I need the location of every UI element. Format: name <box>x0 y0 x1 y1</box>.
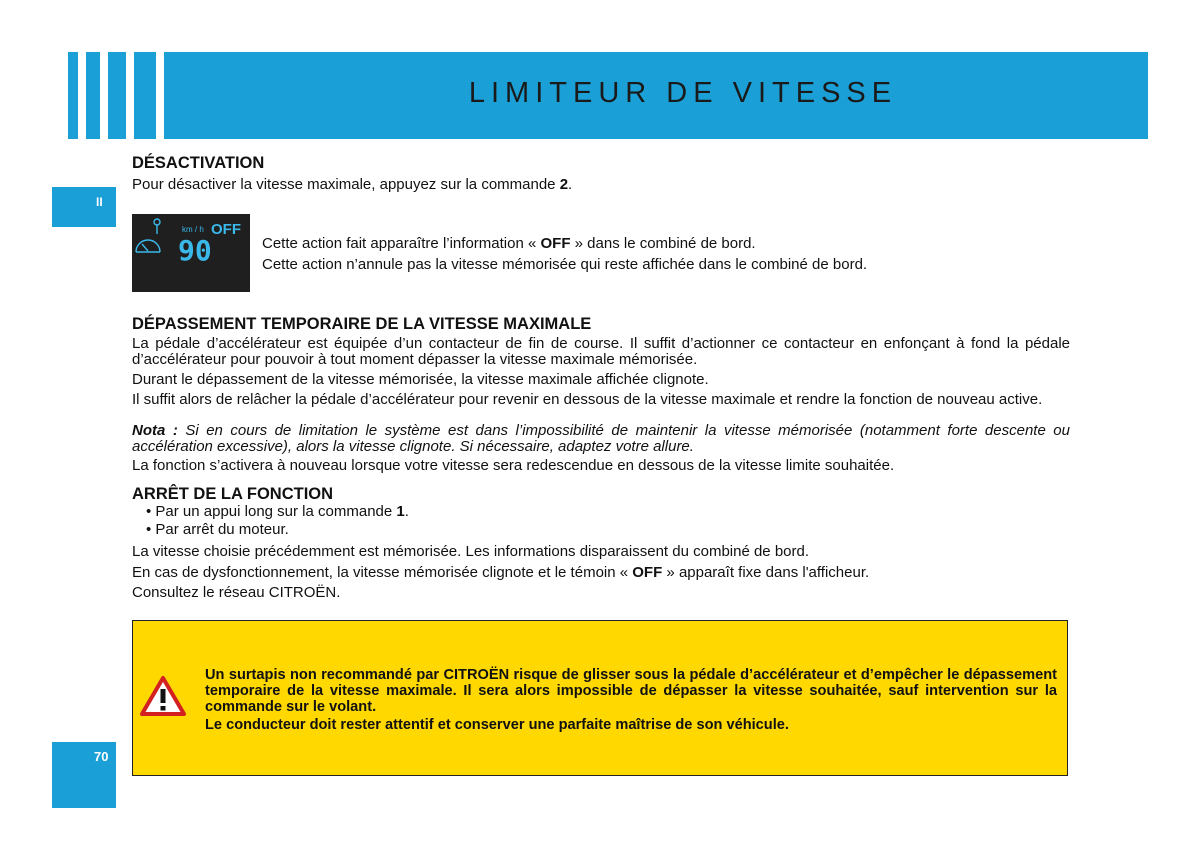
desactivation-line3: Cette action n’annule pas la vitesse mémorisée qui reste affichée dans le combiné de bord. <box>262 256 868 273</box>
chapter-tab <box>52 187 116 227</box>
page-number-tab <box>52 742 116 808</box>
nota-text: Si en cours de limitation le système est dans l’impossibilité de maintenir la vitesse mémorisée (notamment forte descente ou accélération excessive), alors la vitesse clignote. Si nécessaire, adaptez votre allure. <box>132 422 1070 455</box>
text: • Par un appui long sur la commande <box>146 503 397 520</box>
text: » dans le combiné de bord. <box>570 235 756 252</box>
text: Cette action fait apparaître l’information « <box>262 235 541 252</box>
desactivation-line1 <box>132 177 1070 193</box>
heading-depassement: DÉPASSEMENT TEMPORAIRE DE LA VITESSE MAXIMALE <box>132 315 592 333</box>
speedometer-icon <box>136 219 160 252</box>
header-bar <box>178 52 1148 139</box>
text: Pour désactiver la vitesse maximale, appuyez sur la commande <box>132 176 560 193</box>
depassement-p1: La pédale d’accélérateur est équipée d’un contacteur de fin de course. Il suffit d’actionner ce contacteur en enfonçant à fond la pédale d’accélérateur pour pouvoir à tout moment dépasser la vitesse maximale mémorisée. <box>132 335 1070 368</box>
off-label: OFF <box>540 235 571 252</box>
arret-bullet-2: • Par arrêt du moteur. <box>146 521 289 538</box>
desactivation-line2 <box>262 236 1062 252</box>
chapter-label: II <box>96 195 103 209</box>
header-stripe <box>134 52 156 139</box>
off-indicator: OFF <box>211 221 241 238</box>
depassement-p4: La fonction s’activera à nouveau lorsque votre vitesse sera redescendue en dessous de la vitesse limite souhaitée. <box>132 457 895 474</box>
text: En cas de dysfonctionnement, la vitesse mémorisée clignote et le témoin « <box>132 564 633 581</box>
nota-label: Nota : <box>132 422 178 439</box>
page-number: 70 <box>94 749 109 764</box>
dashboard-display-graphic <box>132 214 250 292</box>
off-label: OFF <box>632 564 663 581</box>
nota-paragraph <box>132 423 1070 455</box>
text: . <box>404 503 409 520</box>
dashboard-display <box>132 214 250 292</box>
arret-p3: Consultez le réseau CITROËN. <box>132 584 341 601</box>
command-number: 1 <box>396 503 405 520</box>
depassement-p2: Durant le dépassement de la vitesse mémorisée, la vitesse maximale affichée clignote. <box>132 371 709 388</box>
speed-unit: km / h <box>182 225 204 234</box>
warning-triangle-icon <box>139 675 187 717</box>
header-stripe <box>86 52 100 139</box>
text: » apparaît fixe dans l'afficheur. <box>662 564 870 581</box>
page-title: LIMITEUR DE VITESSE <box>468 77 898 109</box>
arret-bullet-1 <box>146 504 1084 520</box>
command-number: 2 <box>559 176 569 193</box>
heading-arret: ARRÊT DE LA FONCTION <box>132 485 334 503</box>
depassement-p3: Il suffit alors de relâcher la pédale d’accélérateur pour revenir en dessous de la vitesse maximale et rendre la fonction de nouveau active. <box>132 391 1043 408</box>
arret-p1: La vitesse choisie précédemment est mémorisée. Les informations disparaissent du combiné de bord. <box>132 543 810 560</box>
header-stripes <box>68 52 180 139</box>
header-stripe <box>108 52 126 139</box>
warning-text-1: Un surtapis non recommandé par CITROËN risque de glisser sous la pédale d’accélérateur et d’empêcher le dépassement temporaire de la vitesse maximale. Il sera alors impossible de dépasser la vitesse souhaitée, sauf intervention sur la commande sur le volant. <box>205 667 1057 715</box>
text: . <box>568 176 573 193</box>
speed-value: 90 <box>178 234 212 267</box>
arret-p2 <box>132 565 1070 581</box>
header-stripe <box>68 52 78 139</box>
warning-box <box>132 620 1068 776</box>
heading-desactivation: DÉSACTIVATION <box>132 154 265 172</box>
warning-text-2: Le conducteur doit rester attentif et conserver une parfaite maîtrise de son véhicule. <box>205 717 789 733</box>
